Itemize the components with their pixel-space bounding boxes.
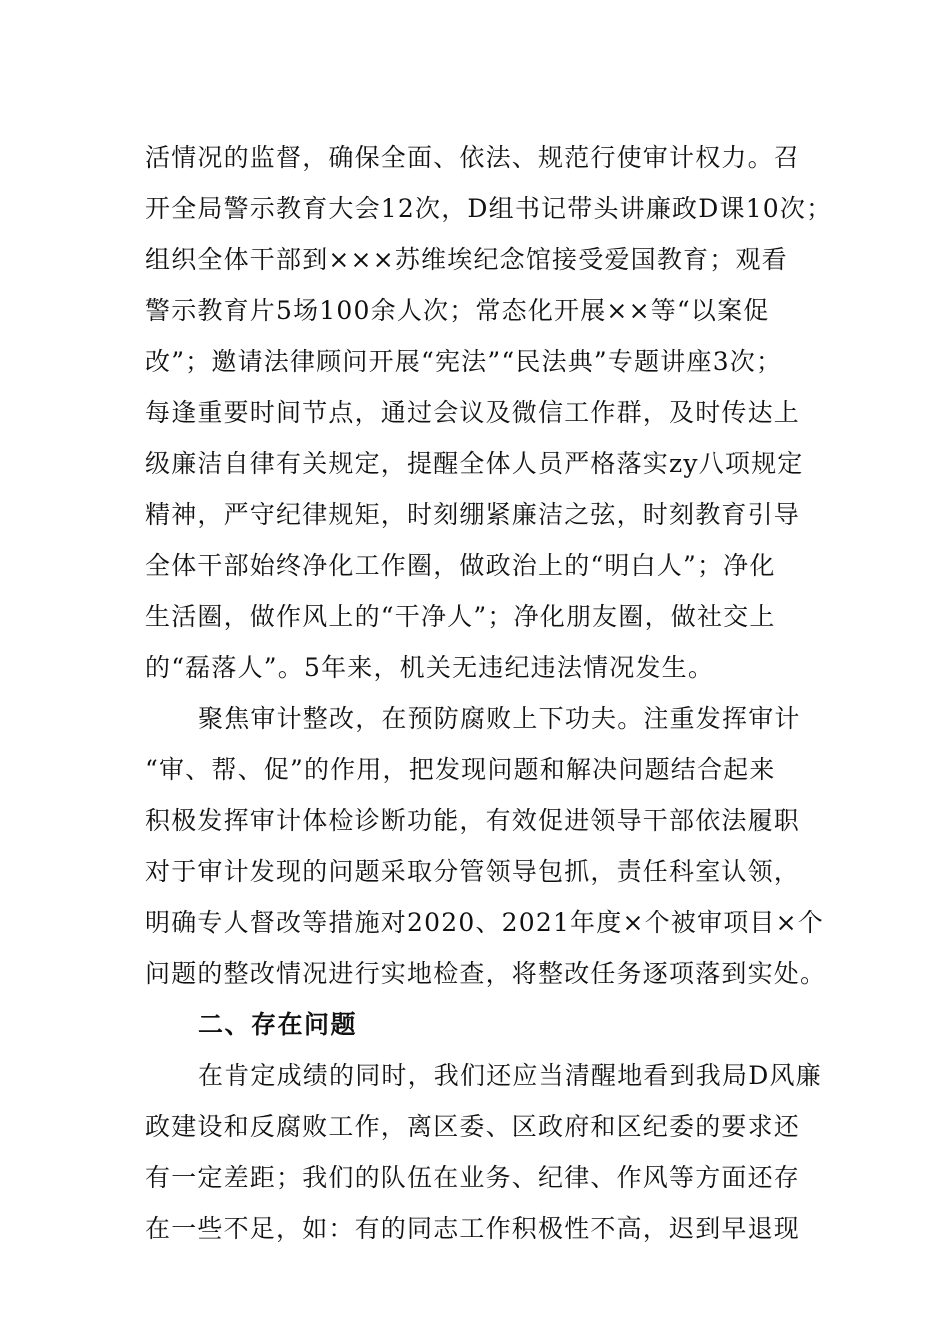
- text-line: 级廉洁自律有关规定，提醒全体人员严格落实zy八项规定: [145, 449, 804, 478]
- text-line: 聚焦审计整改，在预防腐败上下功夫。注重发挥审计: [198, 704, 801, 733]
- text-line: 全体干部始终净化工作圈，做政治上的“明白人”；净化: [145, 551, 776, 580]
- text-line: 明确专人督改等措施对2020、2021年度×个被审项目×个: [145, 908, 824, 937]
- paragraph-existing-problems: [145, 1050, 822, 1254]
- text-line: 活情况的监督，确保全面、依法、规范行使审计权力。召: [145, 143, 801, 172]
- text-line: 警示教育片5场100余人次；常态化开展××等“以案促: [145, 296, 770, 325]
- document-body: [145, 132, 833, 1254]
- text-line: 组织全体干部到×××苏维埃纪念馆接受爱国教育；观看: [145, 245, 788, 274]
- text-line: 积极发挥审计体检诊断功能，有效促进领导干部依法履职: [145, 806, 801, 835]
- paragraph-audit-rectification: [145, 693, 827, 999]
- text-line: 有一定差距；我们的队伍在业务、纪律、作风等方面还存: [145, 1163, 801, 1192]
- text-line: 开全局警示教育大会12次，D组书记带头讲廉政D课10次；: [145, 194, 833, 223]
- text-line: 在肯定成绩的同时，我们还应当清醒地看到我局D风廉: [198, 1061, 822, 1090]
- section-heading: 二、存在问题: [198, 1010, 358, 1039]
- text-line: 的“磊落人”。5年来，机关无违纪违法情况发生。: [145, 653, 715, 682]
- text-line: 每逢重要时间节点，通过会议及微信工作群，及时传达上: [145, 398, 801, 427]
- text-line: 政建设和反腐败工作，离区委、区政府和区纪委的要求还: [145, 1112, 801, 1141]
- text-line: 生活圈，做作风上的“干净人”；净化朋友圈，做社交上: [145, 602, 776, 631]
- text-line: 在一些不足，如：有的同志工作积极性不高，迟到早退现: [145, 1214, 801, 1243]
- text-line: 对于审计发现的问题采取分管领导包抓，责任科室认领，: [145, 857, 801, 886]
- text-line: 精神，严守纪律规矩，时刻绷紧廉洁之弦，时刻教育引导: [145, 500, 801, 529]
- text-line: “审、帮、促”的作用，把发现问题和解决问题结合起来: [145, 755, 776, 784]
- text-line: 问题的整改情况进行实地检查，将整改任务逐项落到实处。: [145, 959, 827, 988]
- paragraph-supervision: [145, 132, 833, 693]
- text-line: 改”；邀请法律顾问开展“宪法”“民法典”专题讲座3次；: [145, 347, 783, 376]
